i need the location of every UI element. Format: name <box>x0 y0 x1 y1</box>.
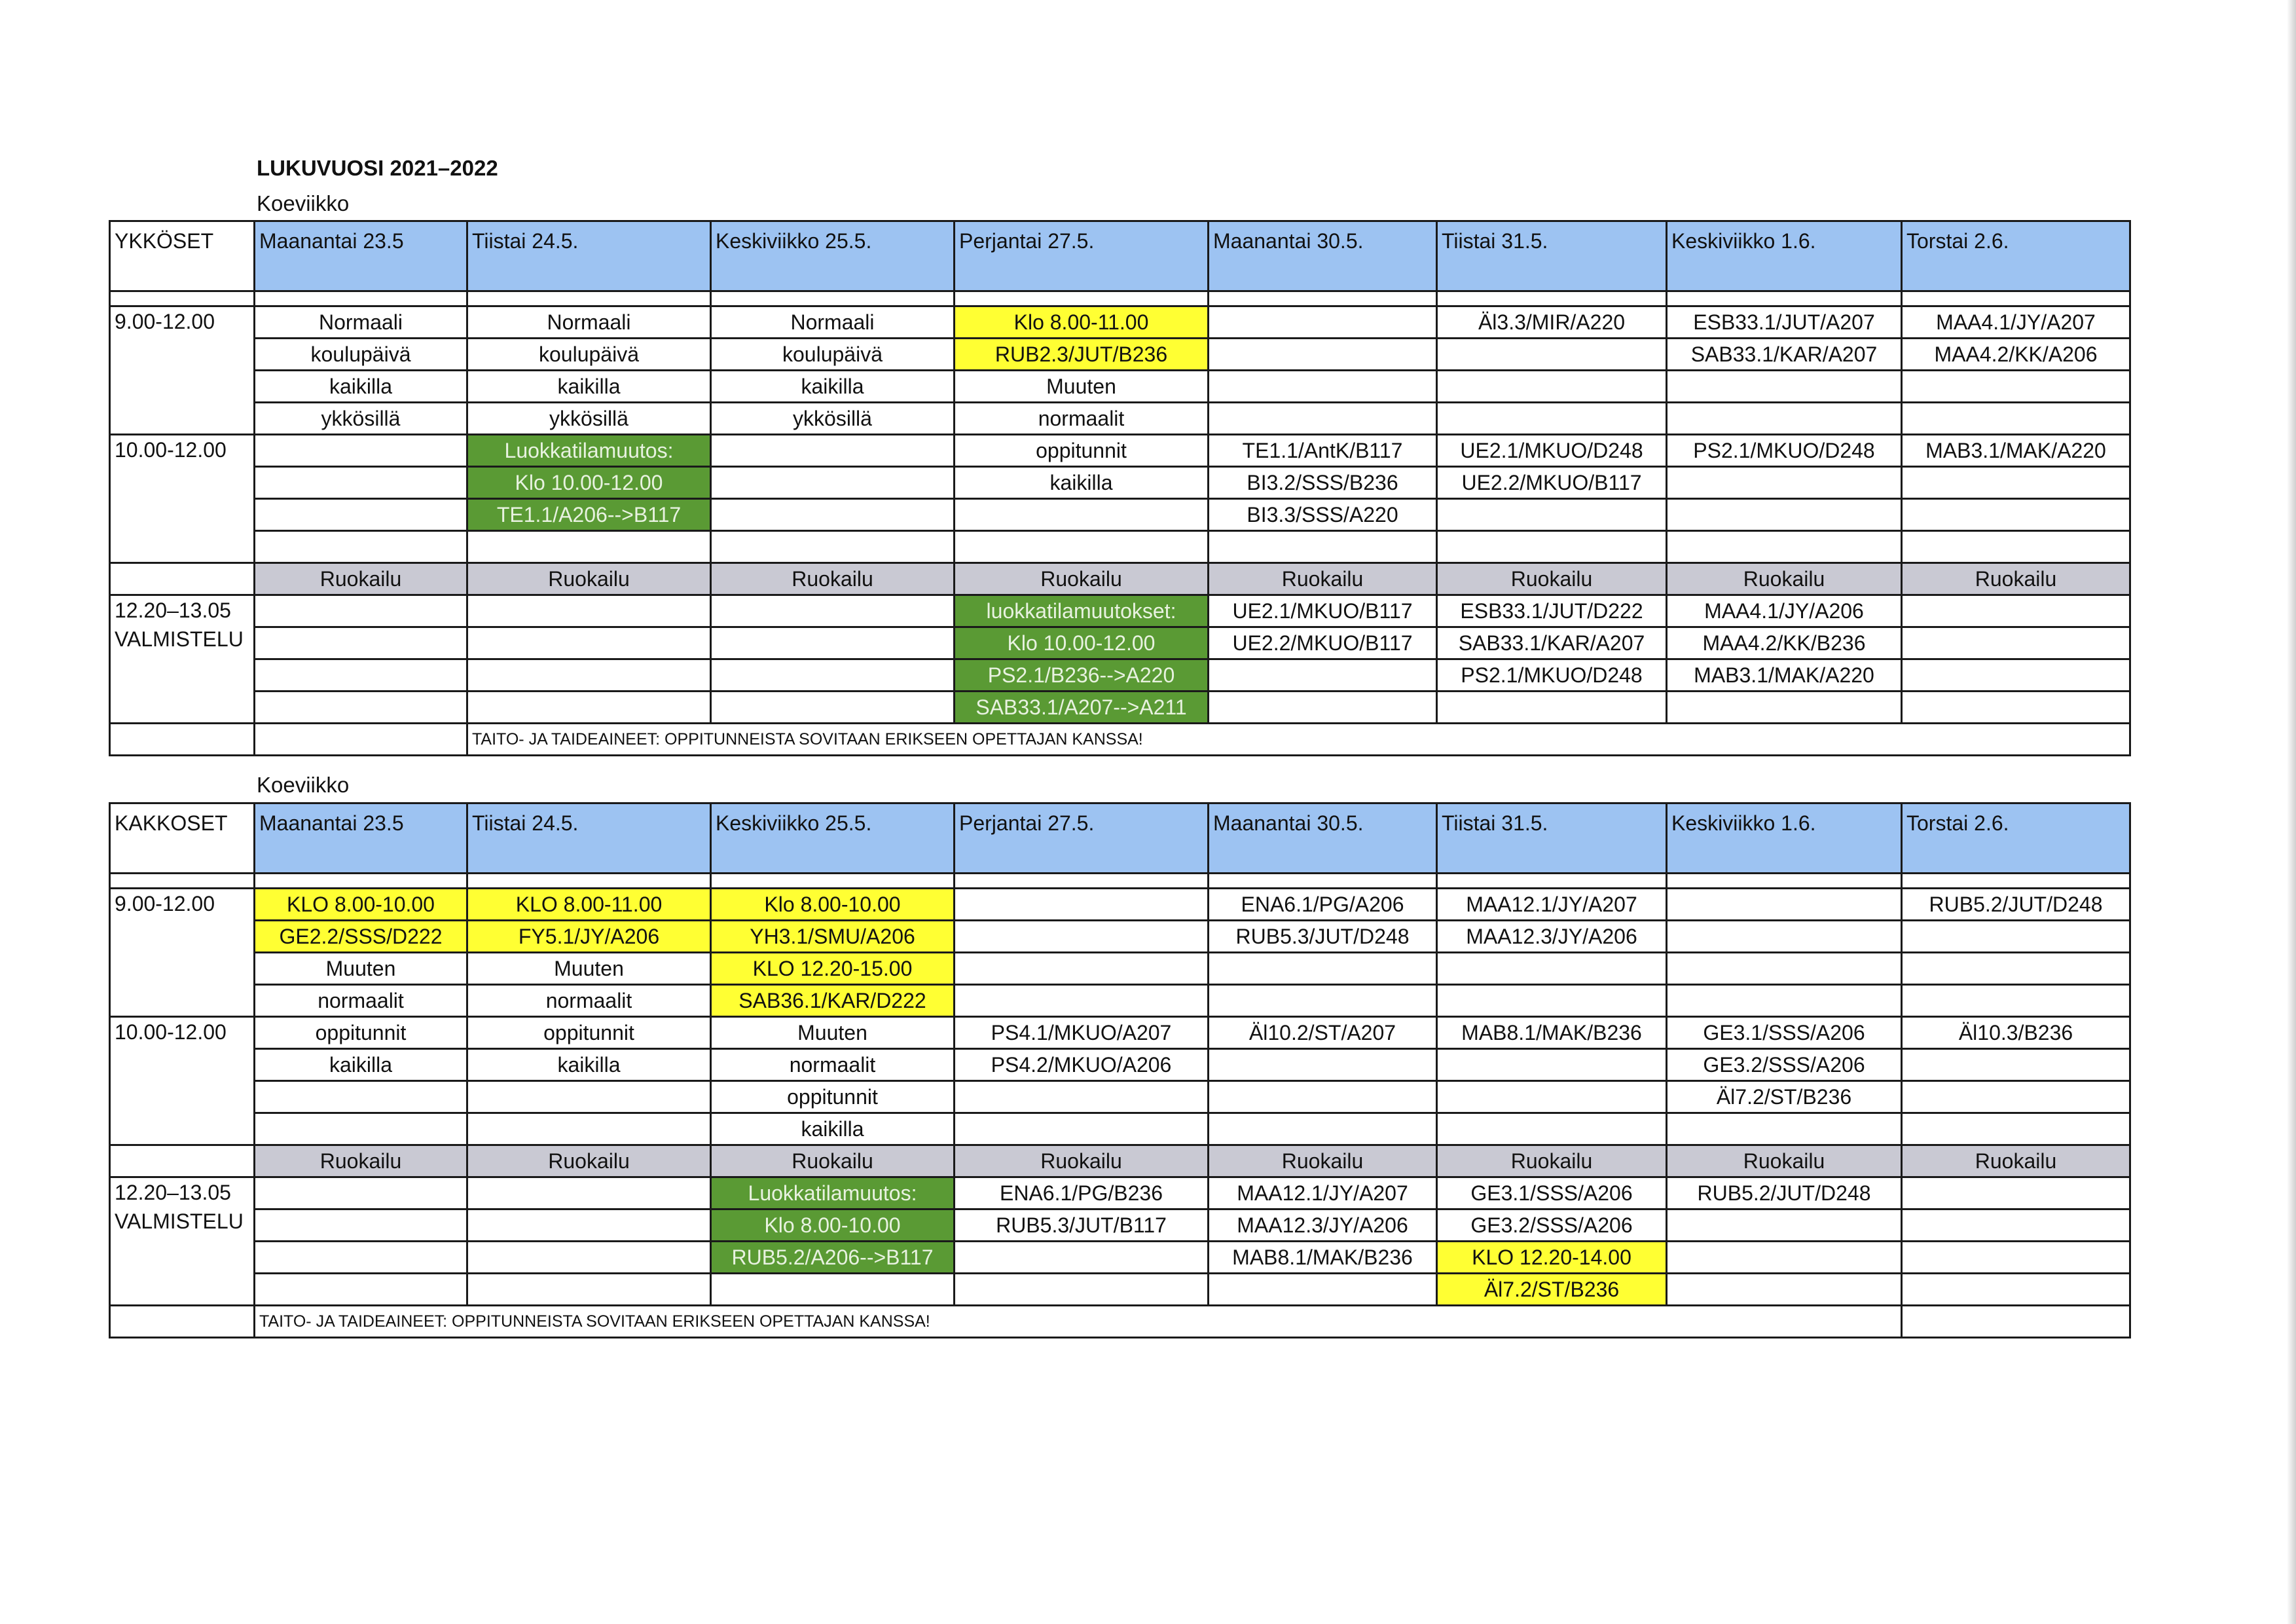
week-label: Koeviikko <box>257 773 350 797</box>
schedule-cell: kaikilla <box>711 371 955 403</box>
schedule-cell: RUB5.2/A206-->B117 <box>711 1242 955 1274</box>
note-empty-cell <box>1902 1306 2130 1338</box>
schedule-cell <box>1667 371 1902 403</box>
schedule-cell <box>1209 1113 1437 1145</box>
slot-time: 12.20–13.05 <box>115 599 231 622</box>
lunch-cell: Ruokailu <box>1667 563 1902 595</box>
lunch-cell: Ruokailu <box>467 1145 711 1177</box>
schedule-cell: oppitunnit <box>255 1017 467 1049</box>
schedule-cell <box>955 921 1209 953</box>
schedule-cell: koulupäivä <box>467 339 711 371</box>
schedule-cell: RUB5.3/JUT/B117 <box>955 1209 1209 1242</box>
schedule-cell: GE3.1/SSS/A206 <box>1437 1177 1667 1209</box>
schedule-cell <box>955 1081 1209 1113</box>
schedule-cell: kaikilla <box>255 1049 467 1081</box>
schedule-cell <box>1902 1209 2130 1242</box>
schedule-cell <box>1667 531 1902 563</box>
schedule-cell <box>1667 403 1902 435</box>
schedule-cell: KLO 8.00-10.00 <box>255 889 467 921</box>
time-slot-label: 9.00-12.00 <box>110 889 255 1017</box>
schedule-cell <box>1209 1081 1437 1113</box>
schedule-cell <box>1902 1177 2130 1209</box>
schedule-cell <box>255 659 467 692</box>
schedule-cell: FY5.1/JY/A206 <box>467 921 711 953</box>
schedule-cell: normaalit <box>711 1049 955 1081</box>
schedule-cell <box>1667 889 1902 921</box>
schedule-cell: Muuten <box>255 953 467 985</box>
schedule-cell <box>255 1209 467 1242</box>
schedule-cell <box>711 499 955 531</box>
schedule-cell <box>711 467 955 499</box>
schedule-cell: Luokkatilamuutos: <box>711 1177 955 1209</box>
schedule-cell: RUB5.2/JUT/D248 <box>1667 1177 1902 1209</box>
group-label: YKKÖSET <box>110 221 255 291</box>
lunch-cell: Ruokailu <box>467 563 711 595</box>
schedule-cell: MAB3.1/MAK/A220 <box>1667 659 1902 692</box>
schedule-cell: Normaali <box>467 306 711 339</box>
schedule-cell <box>1902 499 2130 531</box>
schedule-cell <box>711 531 955 563</box>
schedule-cell <box>1437 371 1667 403</box>
schedule-cell <box>1902 953 2130 985</box>
schedule-cell: Muuten <box>711 1017 955 1049</box>
schedule-cell <box>1437 953 1667 985</box>
schedule-cell: Klo 8.00-11.00 <box>955 306 1209 339</box>
schedule-cell <box>1902 985 2130 1017</box>
schedule-cell <box>1667 1113 1902 1145</box>
schedule-cell <box>1209 371 1437 403</box>
day-header: Perjantai 27.5. <box>955 803 1209 874</box>
schedule-cell: GE2.2/SSS/D222 <box>255 921 467 953</box>
schedule-cell: KLO 8.00-11.00 <box>467 889 711 921</box>
schedule-cell: ykkösillä <box>255 403 467 435</box>
schedule-cell <box>255 435 467 467</box>
schedule-cell: oppitunnit <box>711 1081 955 1113</box>
schedule-cell <box>467 692 711 724</box>
slot-type: VALMISTELU <box>115 1209 244 1233</box>
schedule-cell: oppitunnit <box>955 435 1209 467</box>
schedule-cell: TE1.1/A206-->B117 <box>467 499 711 531</box>
schedule-cell: Muuten <box>467 953 711 985</box>
schedule-cell: BI3.3/SSS/A220 <box>1209 499 1437 531</box>
schedule-cell <box>255 1081 467 1113</box>
schedule-cell <box>255 1177 467 1209</box>
note-label-cell <box>110 1306 255 1338</box>
schedule-cell <box>1667 1209 1902 1242</box>
schedule-cell <box>255 595 467 627</box>
time-slot-label <box>110 1177 255 1306</box>
schedule-cell <box>711 435 955 467</box>
group-label: KAKKOSET <box>110 803 255 874</box>
schedule-cell: Muuten <box>955 371 1209 403</box>
schedule-cell: kaikilla <box>467 371 711 403</box>
day-header: Maanantai 30.5. <box>1209 803 1437 874</box>
schedule-cell: MAA4.1/JY/A206 <box>1667 595 1902 627</box>
schedule-cell: Äl3.3/MIR/A220 <box>1437 306 1667 339</box>
lunch-cell: Ruokailu <box>1437 1145 1667 1177</box>
schedule-cell: Äl7.2/ST/B236 <box>1437 1274 1667 1306</box>
schedule-cell <box>255 627 467 659</box>
schedule-cell: MAA12.3/JY/A206 <box>1437 921 1667 953</box>
schedule-cell <box>1437 531 1667 563</box>
schedule-cell <box>1209 531 1437 563</box>
schedule-cell <box>255 1113 467 1145</box>
lunch-cell: Ruokailu <box>1437 563 1667 595</box>
schedule-cell <box>1667 1242 1902 1274</box>
schedule-cell: TE1.1/AntK/B117 <box>1209 435 1437 467</box>
schedule-cell <box>255 531 467 563</box>
note-label-cell <box>110 724 255 756</box>
day-header: Torstai 2.6. <box>1902 803 2130 874</box>
schedule-cell: SAB33.1/KAR/A207 <box>1667 339 1902 371</box>
schedule-cell <box>1209 953 1437 985</box>
schedule-cell: MAA12.1/JY/A207 <box>1437 889 1667 921</box>
schedule-cell: Normaali <box>711 306 955 339</box>
day-header: Tiistai 24.5. <box>467 221 711 291</box>
schedule-cell <box>1437 1113 1667 1145</box>
day-header: Tiistai 31.5. <box>1437 221 1667 291</box>
schedule-cell: Klo 10.00-12.00 <box>467 467 711 499</box>
schedule-cell <box>1902 1274 2130 1306</box>
schedule-cell: GE3.2/SSS/A206 <box>1667 1049 1902 1081</box>
time-slot-label: 9.00-12.00 <box>110 306 255 435</box>
schedule-cell: kaikilla <box>711 1113 955 1145</box>
schedule-cell: normaalit <box>467 985 711 1017</box>
lunch-cell: Ruokailu <box>1209 1145 1437 1177</box>
schedule-cell <box>467 595 711 627</box>
schedule-cell: koulupäivä <box>255 339 467 371</box>
schedule-cell: SAB33.1/KAR/A207 <box>1437 627 1667 659</box>
schedule-cell: MAA12.1/JY/A207 <box>1209 1177 1437 1209</box>
schedule-cell <box>1209 659 1437 692</box>
schedule-cell <box>1209 1274 1437 1306</box>
lunch-cell: Ruokailu <box>711 1145 955 1177</box>
schedule-cell: kaikilla <box>467 1049 711 1081</box>
schedule-cell: ykkösillä <box>711 403 955 435</box>
slot-type: VALMISTELU <box>115 627 244 651</box>
schedule-cell: KLO 12.20-14.00 <box>1437 1242 1667 1274</box>
schedule-cell <box>1902 371 2130 403</box>
schedule-cell <box>955 1242 1209 1274</box>
schedule-cell: oppitunnit <box>467 1017 711 1049</box>
schedule-cell <box>467 531 711 563</box>
schedule-cell <box>955 499 1209 531</box>
schedule-cell: ykkösillä <box>467 403 711 435</box>
schedule-cell <box>1437 499 1667 531</box>
day-header: Tiistai 24.5. <box>467 803 711 874</box>
schedule-cell: RUB5.3/JUT/D248 <box>1209 921 1437 953</box>
week-label: Koeviikko <box>257 191 350 215</box>
lunch-cell: Ruokailu <box>1902 1145 2130 1177</box>
schedule-cell <box>467 1209 711 1242</box>
schedule-cell <box>1902 403 2130 435</box>
schedule-cell: RUB5.2/JUT/D248 <box>1902 889 2130 921</box>
schedule-cell <box>467 1177 711 1209</box>
schedule-cell <box>1902 1113 2130 1145</box>
schedule-cell <box>255 1242 467 1274</box>
schedule-cell: Äl7.2/ST/B236 <box>1667 1081 1902 1113</box>
schedule-cell <box>1437 403 1667 435</box>
schedule-cell <box>1437 339 1667 371</box>
schedule-cell <box>1902 531 2130 563</box>
schedule-cell <box>955 1113 1209 1145</box>
schedule-table-ykkoset <box>109 220 2131 756</box>
schedule-cell <box>1902 467 2130 499</box>
day-header: Keskiviikko 1.6. <box>1667 221 1902 291</box>
day-header: Torstai 2.6. <box>1902 221 2130 291</box>
schedule-cell <box>711 692 955 724</box>
schedule-cell: UE2.1/MKUO/B117 <box>1209 595 1437 627</box>
schedule-cell: PS4.2/MKUO/A206 <box>955 1049 1209 1081</box>
note-text: TAITO- JA TAIDEAINEET: OPPITUNNEISTA SOVITAAN ERIKSEEN OPETTAJAN KANSSA! <box>467 724 2130 756</box>
schedule-cell: MAA4.2/KK/B236 <box>1667 627 1902 659</box>
lunch-cell: Ruokailu <box>1902 563 2130 595</box>
schedule-cell <box>711 1274 955 1306</box>
schedule-cell <box>955 1274 1209 1306</box>
schedule-cell: UE2.2/MKUO/B117 <box>1209 627 1437 659</box>
schedule-cell <box>955 531 1209 563</box>
day-header: Keskiviikko 25.5. <box>711 221 955 291</box>
schedule-cell: ENA6.1/PG/A206 <box>1209 889 1437 921</box>
schedule-cell <box>467 1242 711 1274</box>
schedule-cell <box>255 692 467 724</box>
schedule-cell <box>467 1081 711 1113</box>
schedule-cell <box>1667 953 1902 985</box>
schedule-cell <box>955 985 1209 1017</box>
schedule-cell: ESB33.1/JUT/D222 <box>1437 595 1667 627</box>
schedule-cell <box>467 1274 711 1306</box>
schedule-cell: Klo 10.00-12.00 <box>955 627 1209 659</box>
day-header: Keskiviikko 1.6. <box>1667 803 1902 874</box>
schedule-cell <box>1209 692 1437 724</box>
day-header: Maanantai 23.5 <box>255 803 467 874</box>
lunch-cell: Ruokailu <box>1667 1145 1902 1177</box>
schedule-cell <box>1437 1081 1667 1113</box>
schedule-cell: MAA4.2/KK/A206 <box>1902 339 2130 371</box>
schedule-cell: PS2.1/MKUO/D248 <box>1667 435 1902 467</box>
schedule-cell: kaikilla <box>955 467 1209 499</box>
schedule-cell: KLO 12.20-15.00 <box>711 953 955 985</box>
schedule-cell <box>1667 467 1902 499</box>
note-empty-cell <box>255 724 467 756</box>
time-slot-label <box>110 595 255 724</box>
schedule-cell <box>1667 921 1902 953</box>
schedule-cell: GE3.1/SSS/A206 <box>1667 1017 1902 1049</box>
schedule-cell <box>1209 306 1437 339</box>
page-edge-shadow <box>2287 0 2296 1624</box>
schedule-cell: PS2.1/MKUO/D248 <box>1437 659 1667 692</box>
day-header: Keskiviikko 25.5. <box>711 803 955 874</box>
schedule-cell: MAA12.3/JY/A206 <box>1209 1209 1437 1242</box>
schedule-cell <box>711 595 955 627</box>
schedule-cell: luokkatilamuutokset: <box>955 595 1209 627</box>
schedule-cell <box>255 467 467 499</box>
schedule-cell: Klo 8.00-10.00 <box>711 1209 955 1242</box>
schedule-cell: ESB33.1/JUT/A207 <box>1667 306 1902 339</box>
schedule-cell <box>1902 1242 2130 1274</box>
schedule-cell: Äl10.3/B236 <box>1902 1017 2130 1049</box>
schedule-cell: Luokkatilamuutos: <box>467 435 711 467</box>
schedule-cell <box>711 659 955 692</box>
schedule-cell <box>1209 985 1437 1017</box>
day-header: Maanantai 30.5. <box>1209 221 1437 291</box>
schedule-cell: MAB8.1/MAK/B236 <box>1209 1242 1437 1274</box>
schedule-cell <box>255 1274 467 1306</box>
schedule-cell: RUB2.3/JUT/B236 <box>955 339 1209 371</box>
schedule-cell <box>1209 339 1437 371</box>
schedule-table-kakkoset <box>109 802 2131 1338</box>
schedule-cell <box>1209 1049 1437 1081</box>
schedule-cell <box>955 889 1209 921</box>
slot-time: 12.20–13.05 <box>115 1181 231 1204</box>
time-slot-label: 10.00-12.00 <box>110 435 255 563</box>
time-slot-label: 10.00-12.00 <box>110 1017 255 1145</box>
schedule-cell: YH3.1/SMU/A206 <box>711 921 955 953</box>
lunch-cell: Ruokailu <box>255 563 467 595</box>
schedule-cell <box>1902 1081 2130 1113</box>
lunch-label-cell <box>110 563 255 595</box>
schedule-cell <box>255 499 467 531</box>
schedule-cell <box>1667 985 1902 1017</box>
schedule-cell <box>711 627 955 659</box>
schedule-cell: PS2.1/B236-->A220 <box>955 659 1209 692</box>
schedule-cell <box>1209 403 1437 435</box>
lunch-label-cell <box>110 1145 255 1177</box>
schedule-cell: kaikilla <box>255 371 467 403</box>
schedule-cell <box>1437 692 1667 724</box>
schedule-cell <box>1902 595 2130 627</box>
day-header: Tiistai 31.5. <box>1437 803 1667 874</box>
schedule-cell: normaalit <box>955 403 1209 435</box>
schedule-cell <box>467 627 711 659</box>
schedule-cell <box>1437 985 1667 1017</box>
note-text: TAITO- JA TAIDEAINEET: OPPITUNNEISTA SOVITAAN ERIKSEEN OPETTAJAN KANSSA! <box>255 1306 1902 1338</box>
lunch-cell: Ruokailu <box>955 563 1209 595</box>
schedule-cell: Äl10.2/ST/A207 <box>1209 1017 1437 1049</box>
schedule-cell: Klo 8.00-10.00 <box>711 889 955 921</box>
lunch-cell: Ruokailu <box>711 563 955 595</box>
schedule-cell <box>1667 1274 1902 1306</box>
schedule-cell <box>1902 1049 2130 1081</box>
schedule-cell: normaalit <box>255 985 467 1017</box>
schedule-cell: MAB8.1/MAK/B236 <box>1437 1017 1667 1049</box>
schedule-cell: MAB3.1/MAK/A220 <box>1902 435 2130 467</box>
schedule-cell <box>467 1113 711 1145</box>
schedule-cell: MAA4.1/JY/A207 <box>1902 306 2130 339</box>
lunch-cell: Ruokailu <box>255 1145 467 1177</box>
page-title: LUKUVUOSI 2021–2022 <box>257 156 498 180</box>
schedule-cell <box>955 953 1209 985</box>
schedule-cell: koulupäivä <box>711 339 955 371</box>
lunch-cell: Ruokailu <box>1209 563 1437 595</box>
schedule-cell: PS4.1/MKUO/A207 <box>955 1017 1209 1049</box>
schedule-cell <box>1902 627 2130 659</box>
schedule-cell <box>1437 1049 1667 1081</box>
schedule-cell <box>1902 659 2130 692</box>
schedule-cell: UE2.1/MKUO/D248 <box>1437 435 1667 467</box>
schedule-cell <box>467 659 711 692</box>
schedule-cell <box>1902 692 2130 724</box>
day-header: Maanantai 23.5 <box>255 221 467 291</box>
schedule-cell: ENA6.1/PG/B236 <box>955 1177 1209 1209</box>
lunch-cell: Ruokailu <box>955 1145 1209 1177</box>
schedule-cell: SAB36.1/KAR/D222 <box>711 985 955 1017</box>
day-header: Perjantai 27.5. <box>955 221 1209 291</box>
schedule-cell: BI3.2/SSS/B236 <box>1209 467 1437 499</box>
schedule-cell: UE2.2/MKUO/B117 <box>1437 467 1667 499</box>
schedule-cell <box>1667 499 1902 531</box>
schedule-cell: Normaali <box>255 306 467 339</box>
schedule-cell: GE3.2/SSS/A206 <box>1437 1209 1667 1242</box>
schedule-cell <box>1902 921 2130 953</box>
schedule-cell: SAB33.1/A207-->A211 <box>955 692 1209 724</box>
schedule-cell <box>1667 692 1902 724</box>
